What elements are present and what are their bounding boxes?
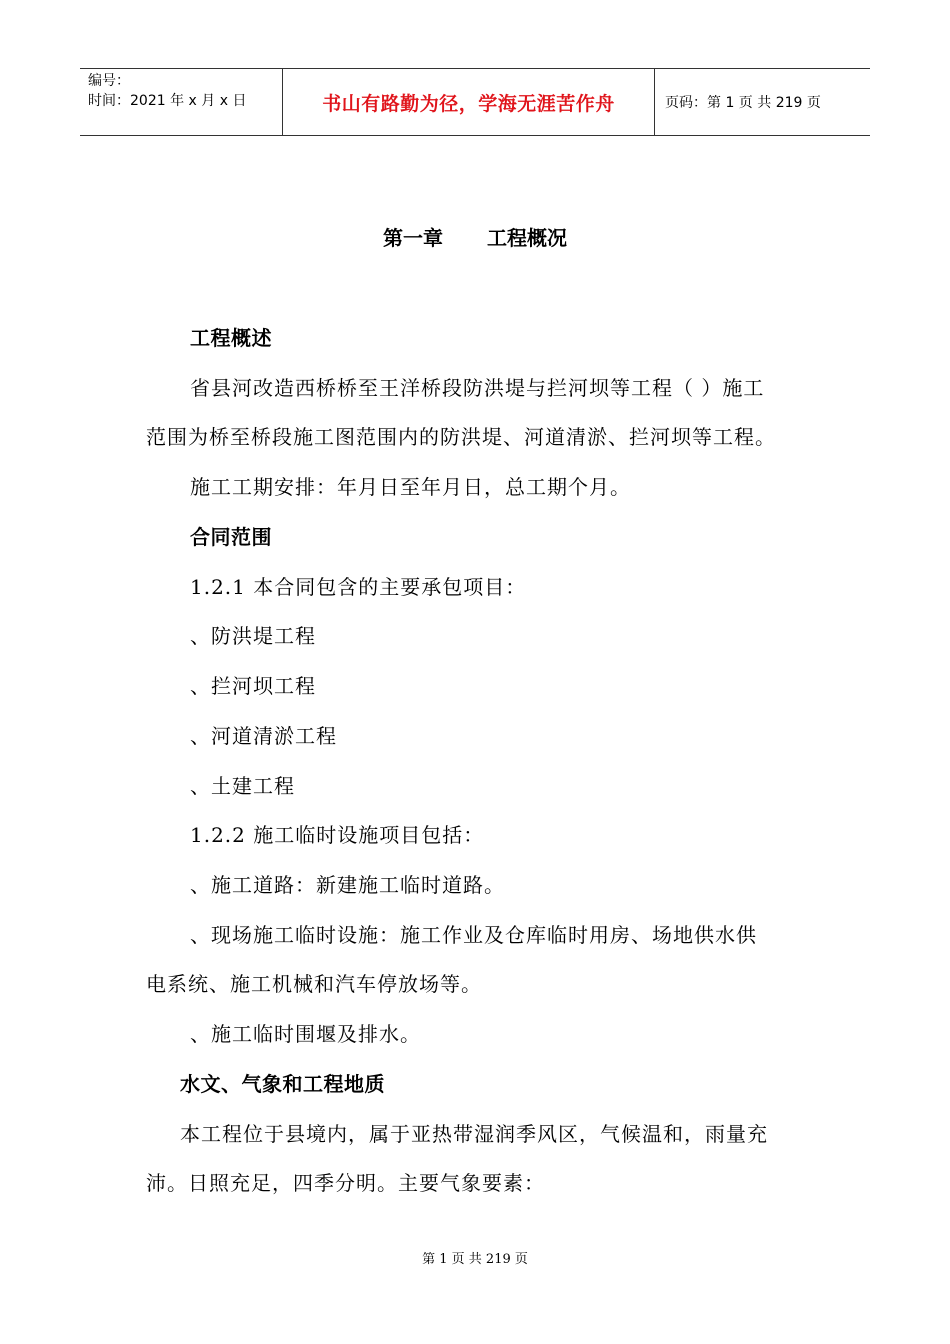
paragraph-line: 范围为桥至桥段施工图范围内的防洪堤、河道清淤、拦河坝等工程。 — [146, 425, 776, 449]
header-page-info: 页码：第 1 页 共 219 页 — [665, 95, 821, 111]
list-item: 、现场施工临时设施：施工作业及仓库临时用房、场地供水供 — [190, 923, 757, 947]
list-item: 、施工道路：新建施工临时道路。 — [190, 873, 505, 897]
chapter-number: 第一章 — [383, 226, 443, 250]
header-left-cell — [80, 69, 282, 135]
chapter-heading — [0, 222, 950, 251]
list-item: 、土建工程 — [190, 774, 295, 798]
document-time-label: 时间：2021 年 x 月 x 日 — [88, 93, 247, 109]
section-heading-hydrology: 水文、气象和工程地质 — [180, 1072, 385, 1096]
list-item: 、防洪堤工程 — [190, 624, 316, 648]
page-footer: 第 1 页 共 219 页 — [422, 1252, 528, 1267]
list-item: 、拦河坝工程 — [190, 674, 316, 698]
header-motto: 书山有路勤为径，学海无涯苦作舟 — [282, 69, 655, 135]
paragraph-line: 沛。日照充足，四季分明。主要气象要素： — [146, 1171, 545, 1195]
section-heading-overview: 工程概述 — [190, 326, 272, 350]
document-number-label: 编号： — [88, 73, 130, 89]
paragraph-line: 电系统、施工机械和汽车停放场等。 — [146, 972, 482, 996]
list-item: 、施工临时围堰及排水。 — [190, 1022, 421, 1046]
paragraph-line: 本工程位于县境内，属于亚热带湿润季风区，气候温和，雨量充 — [180, 1122, 768, 1146]
list-item: 、河道清淤工程 — [190, 724, 337, 748]
chapter-title: 工程概况 — [487, 226, 567, 250]
section-heading-contract-scope: 合同范围 — [190, 525, 272, 549]
paragraph-line: 1.2.2 施工临时设施项目包括： — [190, 823, 485, 847]
paragraph-line: 省县河改造西桥桥至王洋桥段防洪堤与拦河坝等工程（ ）施工 — [190, 376, 765, 400]
paragraph-line: 施工工期安排：年月日至年月日，总工期个月。 — [190, 475, 631, 499]
header-table — [80, 68, 870, 136]
paragraph-line: 1.2.1 本合同包含的主要承包项目： — [190, 575, 527, 599]
